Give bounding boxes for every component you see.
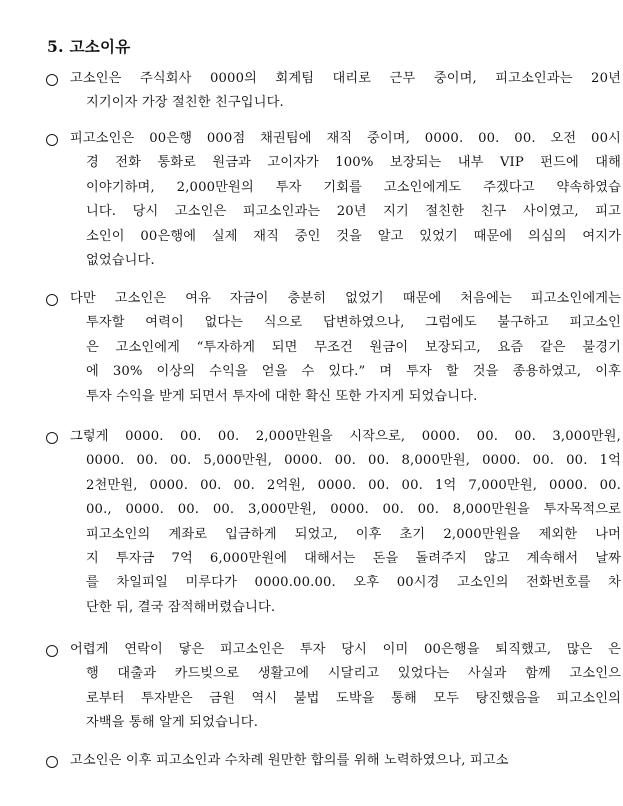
paragraph-line: 지기이자 가장 절친한 친구입니다. [86, 95, 284, 111]
paragraph-line: 지 투자금 7억 6,000만원에 대해서는 돈을 돌려주지 않고 계속해서 날짜 [86, 551, 621, 566]
paragraph-line: 00., 0000. 00. 00. 3,000만원, 0000. 00. 00. 8,000만원을 투자목적으로 [86, 502, 621, 518]
paragraph-line: 은 고소인에게 “투자하게 되면 무조건 원금이 보장되고, 요즘 같은 불경기 [86, 339, 621, 355]
paragraph-line: 고소인은 주식회사 0000의 회계팀 대리로 근무 중이며, 피고소인과는 20년 [70, 71, 621, 86]
bullet-circle-icon [46, 645, 58, 657]
section-title: 고소이유 [69, 37, 131, 56]
paragraph-line: 피고소인은 00은행 000점 채권팀에 재직 중이며, 0000. 00. 00. 오전 00시 [70, 131, 621, 146]
paragraph-line: 없었습니다. [86, 253, 155, 268]
bullet-circle-icon [46, 432, 58, 444]
bullet-circle-icon [46, 294, 58, 306]
paragraph-line: 피고소인의 계좌로 입금하게 되었고, 이후 초기 2,000만원을 제외한 나머 [86, 526, 621, 542]
paragraph-line: 어렵게 연락이 닿은 피고소인은 투자 당시 이미 00은행을 퇴직했고, 많은 은 [70, 642, 621, 657]
paragraph-line: 자백을 통해 알게 되었습니다. [86, 715, 259, 731]
bullet-circle-icon [46, 756, 58, 768]
paragraph-line: 그렇게 0000. 00. 00. 2,000만원을 시작으로, 0000. 00. 00. 3,000만원, [70, 429, 621, 444]
paragraph-line: 이야기하며, 2,000만원의 투자 기회를 고소인에게도 주겠다고 약속하였습 [86, 179, 621, 195]
section-heading [47, 35, 131, 57]
paragraph-line: 소인이 00은행에 실제 재직 중인 것을 알고 있었기 때문에 의심의 여지가 [86, 228, 621, 244]
bullet-circle-icon [46, 74, 58, 86]
paragraph-line: 2천만원, 0000. 00. 00. 2억원, 0000. 00. 00. 1억 7,000만원, 0000. 00. [86, 477, 621, 493]
paragraph-line: 0000. 00. 00. 5,000만원, 0000. 00. 00. 8,000만원, 0000. 00. 00. 1억 [86, 453, 621, 469]
paragraph-line: 투자할 여력이 없다는 식으로 답변하였으나, 그럼에도 불구하고 피고소인 [86, 315, 621, 331]
paragraph-line: 고소인은 이후 피고소인과 수차례 원만한 합의를 위해 노력하였으나, 피고소 [70, 753, 509, 768]
paragraph-line: 경 전화 통화로 원금과 고이자가 100% 보장되는 내부 VIP 펀드에 대해 [86, 155, 621, 171]
paragraph-line: 단한 뒤, 결국 잠적해버렸습니다. [86, 599, 276, 615]
paragraph-line: 로부터 투자받은 금원 역시 불법 도박을 통해 모두 탕진했음을 피고소인의 [86, 690, 621, 706]
paragraph-line: 에 30% 이상의 수익을 얻을 수 있다.” 며 투자 할 것을 종용하였고, 이후 [86, 364, 621, 380]
paragraph-line: 투자 수익을 받게 되면서 투자에 대한 확신 또한 가지게 되었습니다. [86, 388, 478, 404]
bullet-circle-icon [46, 134, 58, 146]
section-number: 5. [47, 37, 64, 56]
paragraph-line: 다만 고소인은 여유 자금이 충분히 없었기 때문에 처음에는 피고소인에게는 [70, 291, 621, 306]
paragraph-line: 를 차일피일 미루다가 0000.00.00. 오후 00시경 고소인의 전화번호를 차 [86, 575, 621, 591]
paragraph-line: 행 대출과 카드빚으로 생활고에 시달리고 있었다는 사실과 함께 고소인으 [86, 666, 621, 682]
paragraph-line: 니다. 당시 고소인은 피고소인과는 20년 지기 절친한 친구 사이였고, 피고 [86, 204, 621, 220]
